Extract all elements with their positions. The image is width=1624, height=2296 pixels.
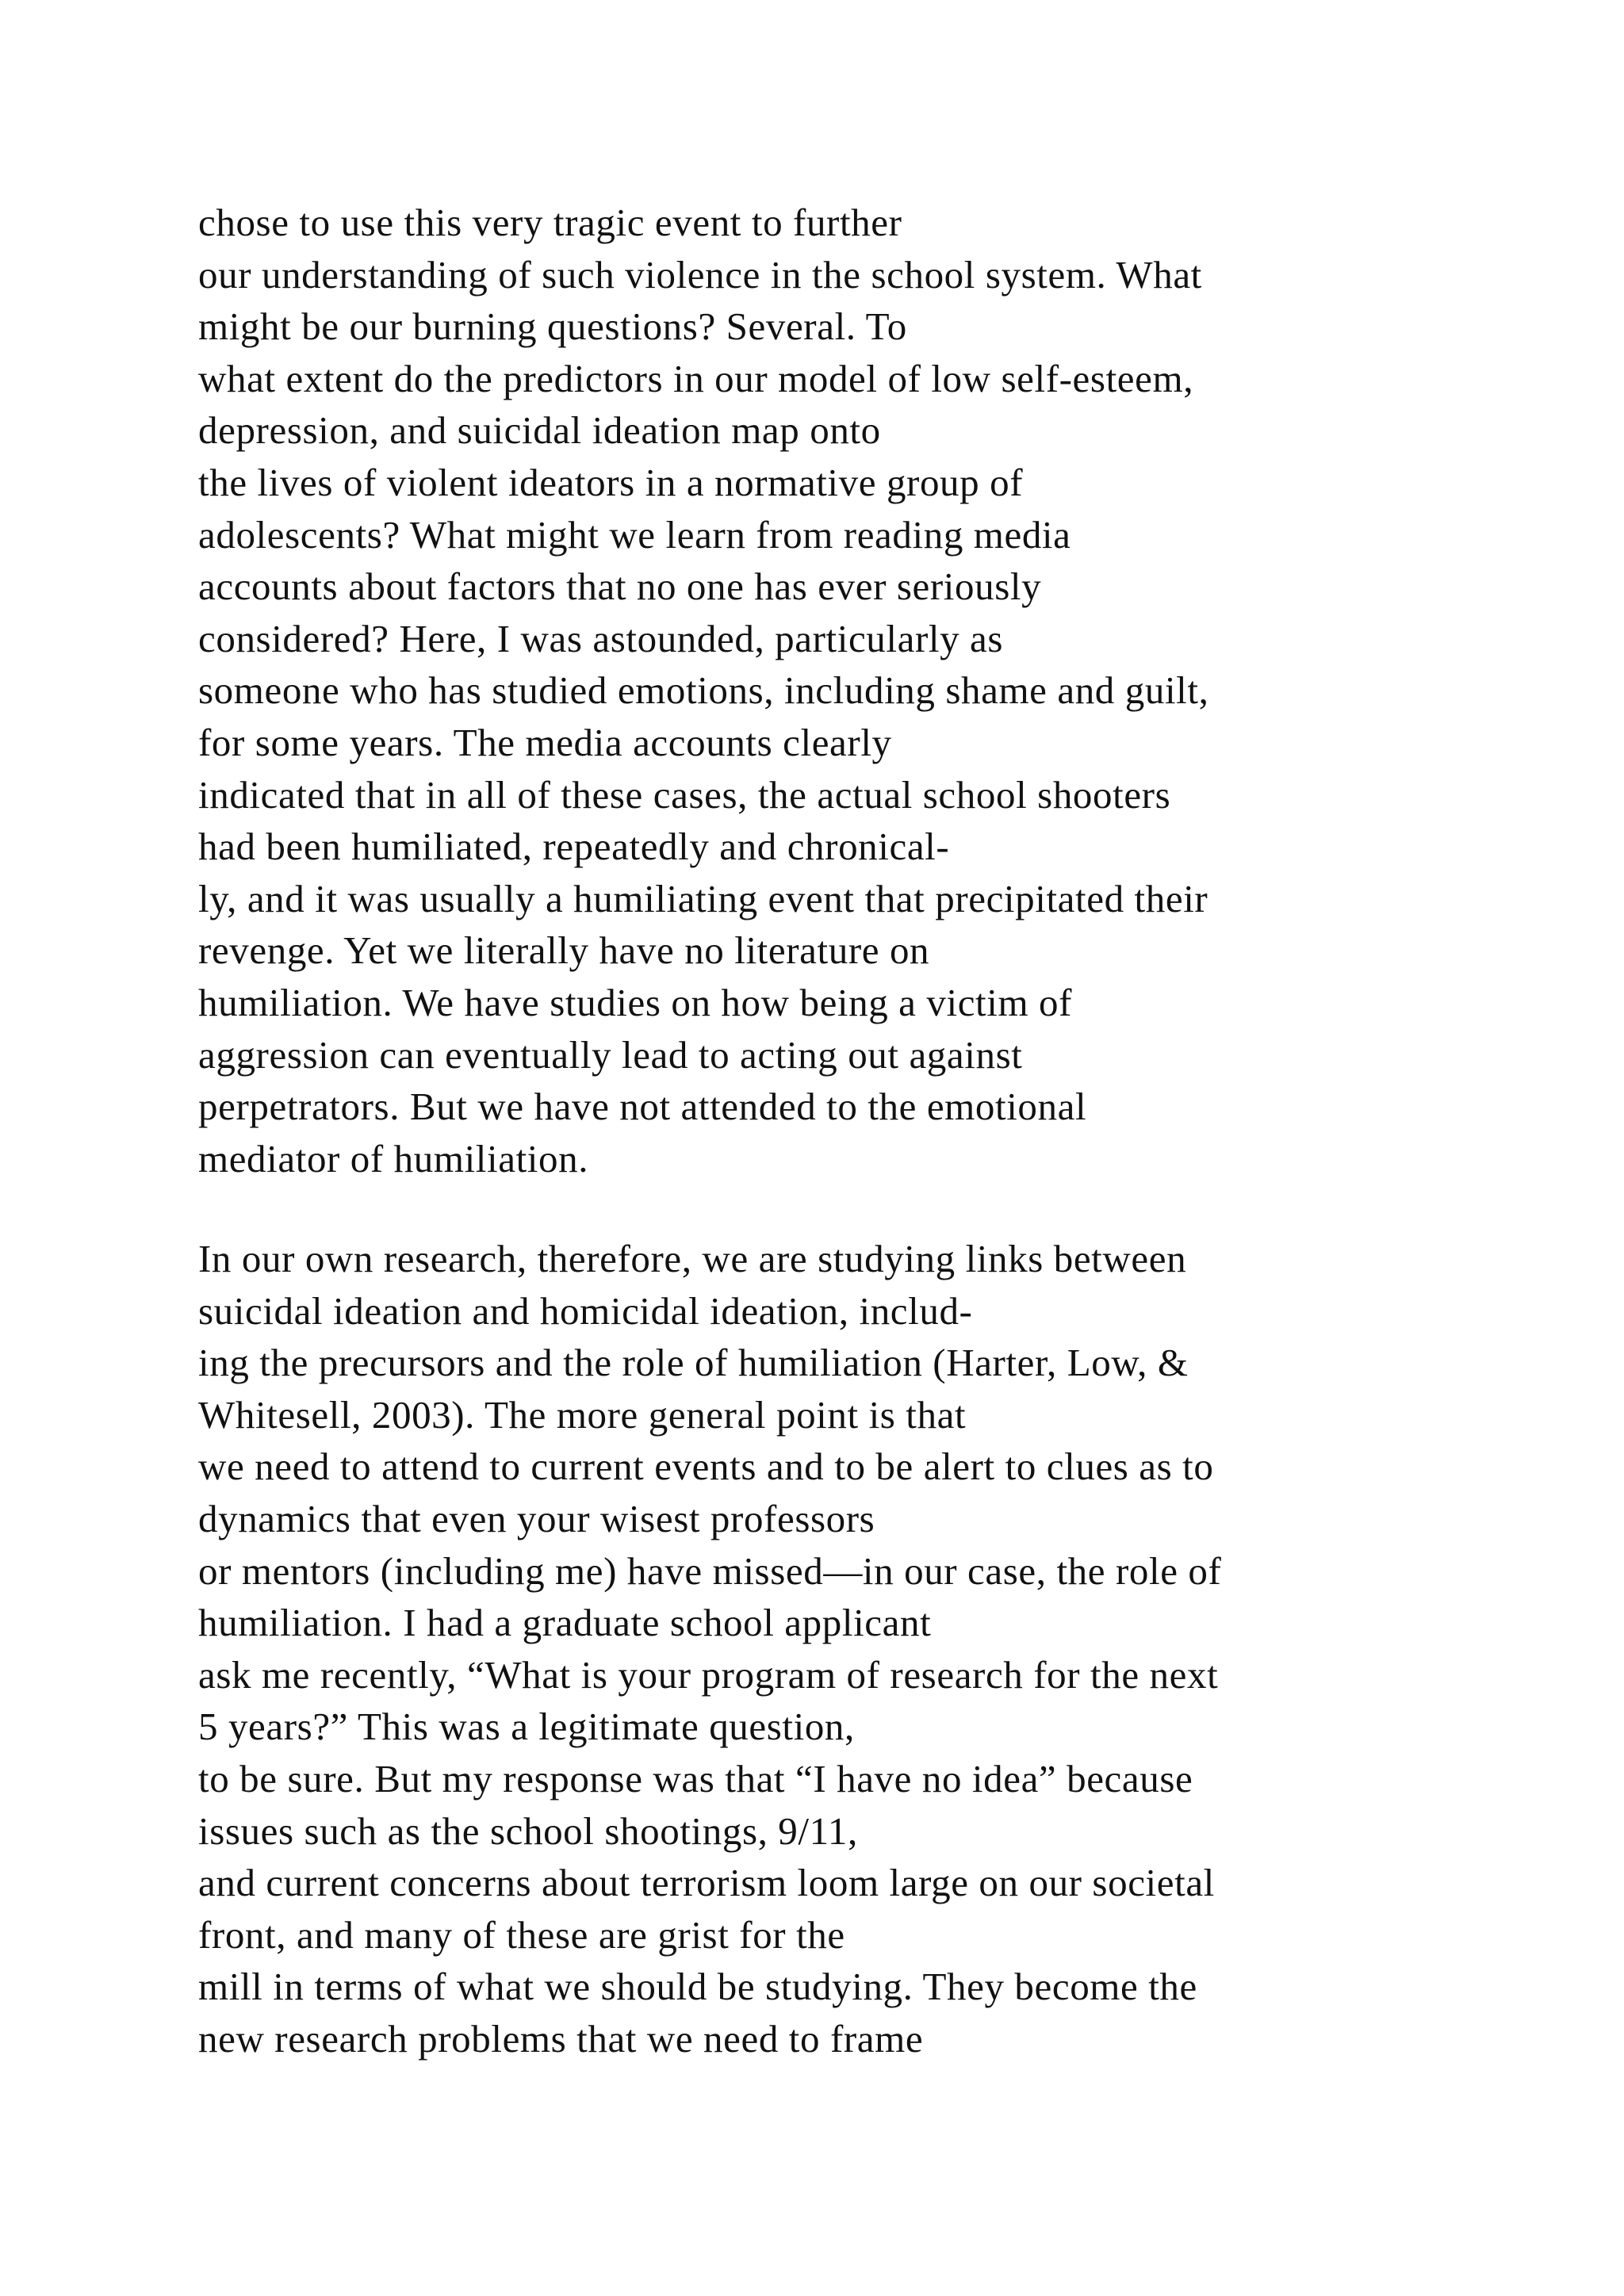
paragraph-2 <box>198 1233 1610 2065</box>
text-line: had been humiliated, repeatedly and chronical- <box>198 825 950 869</box>
text-line: chose to use this very tragic event to further <box>198 201 902 244</box>
text-line: accounts about factors that no one has ever seriously <box>198 564 1042 609</box>
text-line: to be sure. But my response was that “I have no idea” because <box>198 1756 1193 1800</box>
text-line: humiliation. I had a graduate school applicant <box>198 1601 932 1645</box>
text-line: the lives of violent ideators in a normative group of <box>198 460 1024 504</box>
text-line: adolescents? What might we learn from reading media <box>198 512 1071 557</box>
text-line: suicidal ideation and homicidal ideation, includ- <box>198 1288 973 1333</box>
text-line: dynamics that even your wisest professors <box>198 1496 875 1540</box>
text-line: our understanding of such violence in the school system. What <box>198 252 1202 297</box>
text-line: ly, and it was usually a humiliating event that precipitated their <box>198 876 1208 920</box>
text-line: aggression can eventually lead to acting out against <box>198 1032 1023 1077</box>
text-line: front, and many of these are grist for the <box>198 1912 845 1957</box>
text-line: someone who has studied emotions, including shame and guilt, <box>198 668 1209 713</box>
text-line: Whitesell, 2003). The more general point is that <box>198 1392 967 1437</box>
text-line: new research problems that we need to frame <box>198 2016 924 2061</box>
text-line: humiliation. We have studies on how being a victim of <box>198 980 1073 1024</box>
text-line: mediator of humiliation. <box>198 1136 589 1181</box>
text-line: indicated that in all of these cases, the actual school shooters <box>198 772 1171 817</box>
text-line: mill in terms of what we should be studying. They become the <box>198 1965 1197 2009</box>
text-line: perpetrators. But we have not attended to the emotional <box>198 1085 1087 1129</box>
text-line: depression, and suicidal ideation map onto <box>198 408 881 453</box>
text-line: and current concerns about terrorism loom large on our societal <box>198 1861 1215 1905</box>
text-line: what extent do the predictors in our model of low self-esteem, <box>198 356 1194 400</box>
text-line: or mentors (including me) have missed—in our case, the role of <box>198 1548 1222 1593</box>
text-line: 5 years?” This was a legitimate question, <box>198 1705 855 1749</box>
paragraph-1 <box>198 197 1610 1184</box>
text-line: ing the precursors and the role of humiliation (Harter, Low, & <box>198 1341 1189 1385</box>
text-line: issues such as the school shootings, 9/11, <box>198 1808 858 1853</box>
text-line: for some years. The media accounts clearly <box>198 720 892 764</box>
text-line: revenge. Yet we literally have no literature on <box>198 928 930 973</box>
text-line: might be our burning questions? Several. To <box>198 304 907 349</box>
text-line: we need to attend to current events and to be alert to clues as to <box>198 1445 1214 1489</box>
text-line: considered? Here, I was astounded, particularly as <box>198 616 1004 660</box>
text-line: ask me recently, “What is your program of research for the next <box>198 1652 1219 1697</box>
text-line: In our own research, therefore, we are studying links between <box>198 1237 1187 1280</box>
